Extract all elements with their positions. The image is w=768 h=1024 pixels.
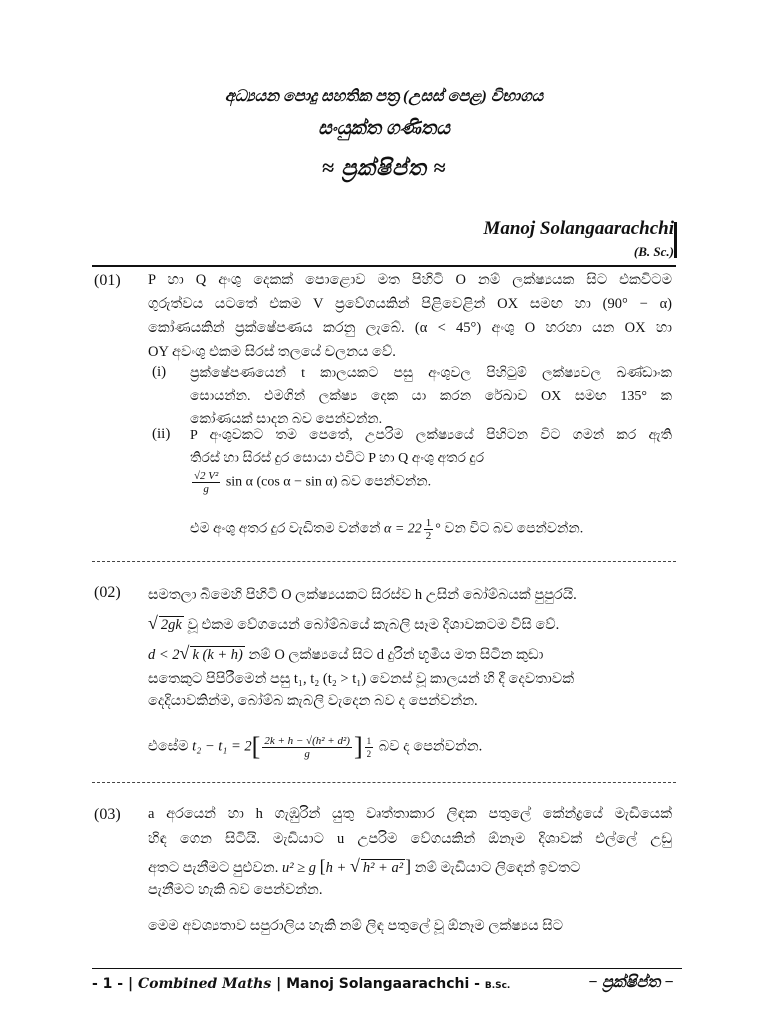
- formula-line: [190, 470, 672, 495]
- footer-degree: B.Sc.: [484, 981, 511, 991]
- final-line: එම අංශු අතර දුර වැඩිතම වන්නේ α = 22 $\frac{1}{2}$ ° වන විට බව පෙන්වන්න.: [190, 517, 584, 542]
- question-number: (01): [94, 272, 121, 289]
- part-line: තිරස් හා සිරස් දුර සොයා එවිට P හා Q අංශු අතර දුර: [190, 451, 485, 466]
- section-divider: [92, 561, 676, 562]
- footer-info: - 1 - | Combined Maths | Manoj Solangaarachchi - B.Sc.: [92, 976, 511, 992]
- footer-tag: − ප්‍රක්ෂිප්ත −: [588, 974, 674, 991]
- question-line: කෝණයකින් ප්‍රක්ෂේපණය කරනු ලැබේ. (α < 45°) අංශු O හරහා යන OX හා: [148, 320, 672, 336]
- formula-suffix: බව පෙන්වන්න.: [340, 474, 432, 490]
- question-number: (03): [94, 806, 121, 823]
- subject-title: සංයුක්ත ගණිතය: [318, 118, 450, 139]
- page-footer: [92, 968, 682, 995]
- section-divider: [92, 782, 676, 783]
- part-line: කෝණයක් සාදන බව පෙන්වන්න.: [190, 412, 383, 427]
- question-line: අතට පැනීමට පුළුවන. u² ≥ g [h + √ h² + a² ] නම් මැඩියාට ලිඳෙන් ඉවතට: [148, 856, 581, 876]
- question-line: මෙම අවශ්‍යතාව සපුරාලිය හැකි නම් ලිඳ පතුලේ වූ ඕනෑම ලක්ෂ්‍යය සිට: [148, 918, 564, 934]
- question-line: a අරයෙන් හා h ගැඹුරින් යුතු වෘත්තාකාර ලිඳක පතුලේ කේන්ද්‍රයේ මැඩියෙක්: [148, 806, 672, 822]
- paper-title: ≈ ප්‍රක්ෂිප්ත ≈: [321, 155, 447, 180]
- question-line: ගුරුත්වය යටතේ එකම V ප්‍රවේගයකින් පිළිවෙළින් OX සමඟ හා (90° − α): [148, 296, 672, 312]
- formula-body: sin α (cos α − sin α): [225, 474, 338, 490]
- question-line: දෙදියාවකින්ම, බෝම්බ කැබලි වැදෙන බව ද පෙන්වන්න.: [148, 693, 478, 709]
- author-block: [483, 218, 674, 260]
- author-divider: [674, 222, 677, 258]
- header-rule: [92, 265, 676, 267]
- part-label: (i): [152, 364, 167, 380]
- question-line: හිඳ ගෙන සිටියි. මැඩියාට u උපරිම වේගයකින් ඕනෑම දිශාවක් එල්ලේ උඩු: [148, 831, 672, 847]
- formula-fraction: $\frac{\text{√2 V²}}{g}$: [194, 470, 219, 495]
- question-number: (02): [94, 584, 121, 601]
- question-line: එසේම t₂ − t₁ = 2[ $\frac{\text{2k + h − √(h² + d²)}}{g}$ ] $\frac{1}{2}$ බව ද පෙන්වන්න.: [148, 732, 483, 761]
- exam-title: අධ්‍යයන පොදු සහතික පත්‍ර (උසස් පෙළ) විභාගය: [224, 88, 544, 105]
- question-line: OY අවංශු එකම සිරස් තලයේ චලනය වේ.: [148, 344, 396, 360]
- part-line: සොයන්න. එමගින් ලක්ෂ්‍ය දෙක යා කරන රේඛාව OX සමඟ 135° ක: [190, 389, 672, 404]
- author-degree: (B. Sc.): [633, 244, 674, 259]
- question-line: පැනීමට හැකි බව පෙන්වන්න.: [148, 882, 323, 898]
- part-line: P අංශුවකට තම පෙතේ, උපරිම ලක්ෂ්‍යයේ පිහිටන විට ගමන් කර ඇති: [190, 428, 672, 443]
- question-line: සතෙකුට පිපිරීමෙන් පසු t₁, t₂ (t₂ > t₁) වෙනස් වූ කාලයන් හි දී දෙවතාවක්: [148, 671, 574, 687]
- question-line: P හා Q අංශු දෙකක් පොළොව මත පිහිටි O නම් ලක්ෂ්‍යයක සිට එකවිටම: [148, 272, 672, 288]
- author-name: Manoj Solangaarachchi: [483, 218, 674, 239]
- footer-author: Manoj Solangaarachchi -: [286, 976, 480, 992]
- part-label: (ii): [152, 426, 171, 442]
- part-line: ප්‍රක්ෂේපණයෙන් t කාලයකට පසු අංශුවල පිහිටුම් ලක්ෂ්‍යවල ඛණ්ඩාංක: [190, 366, 672, 381]
- footer-course: Combined Maths: [137, 976, 272, 992]
- question-line: සමතලා බිමෙහි පිහිටි O ලක්ෂ්‍යයකට සිරස්ව h උසින් බෝම්බයක් පුපුරයි.: [148, 587, 577, 603]
- question-line: d < 2√ k (k + h) නම් O ලක්ෂ්‍යයේ සිට d දුරින් භූමිය මත සිටින කුඩා: [148, 643, 544, 663]
- question-line: √ 2gk වූ එකම වේගයෙන් බෝම්බයේ කැබලි සෑම දිශාවකටම විසි වේ.: [148, 613, 560, 633]
- page-number: - 1 - |: [92, 976, 134, 992]
